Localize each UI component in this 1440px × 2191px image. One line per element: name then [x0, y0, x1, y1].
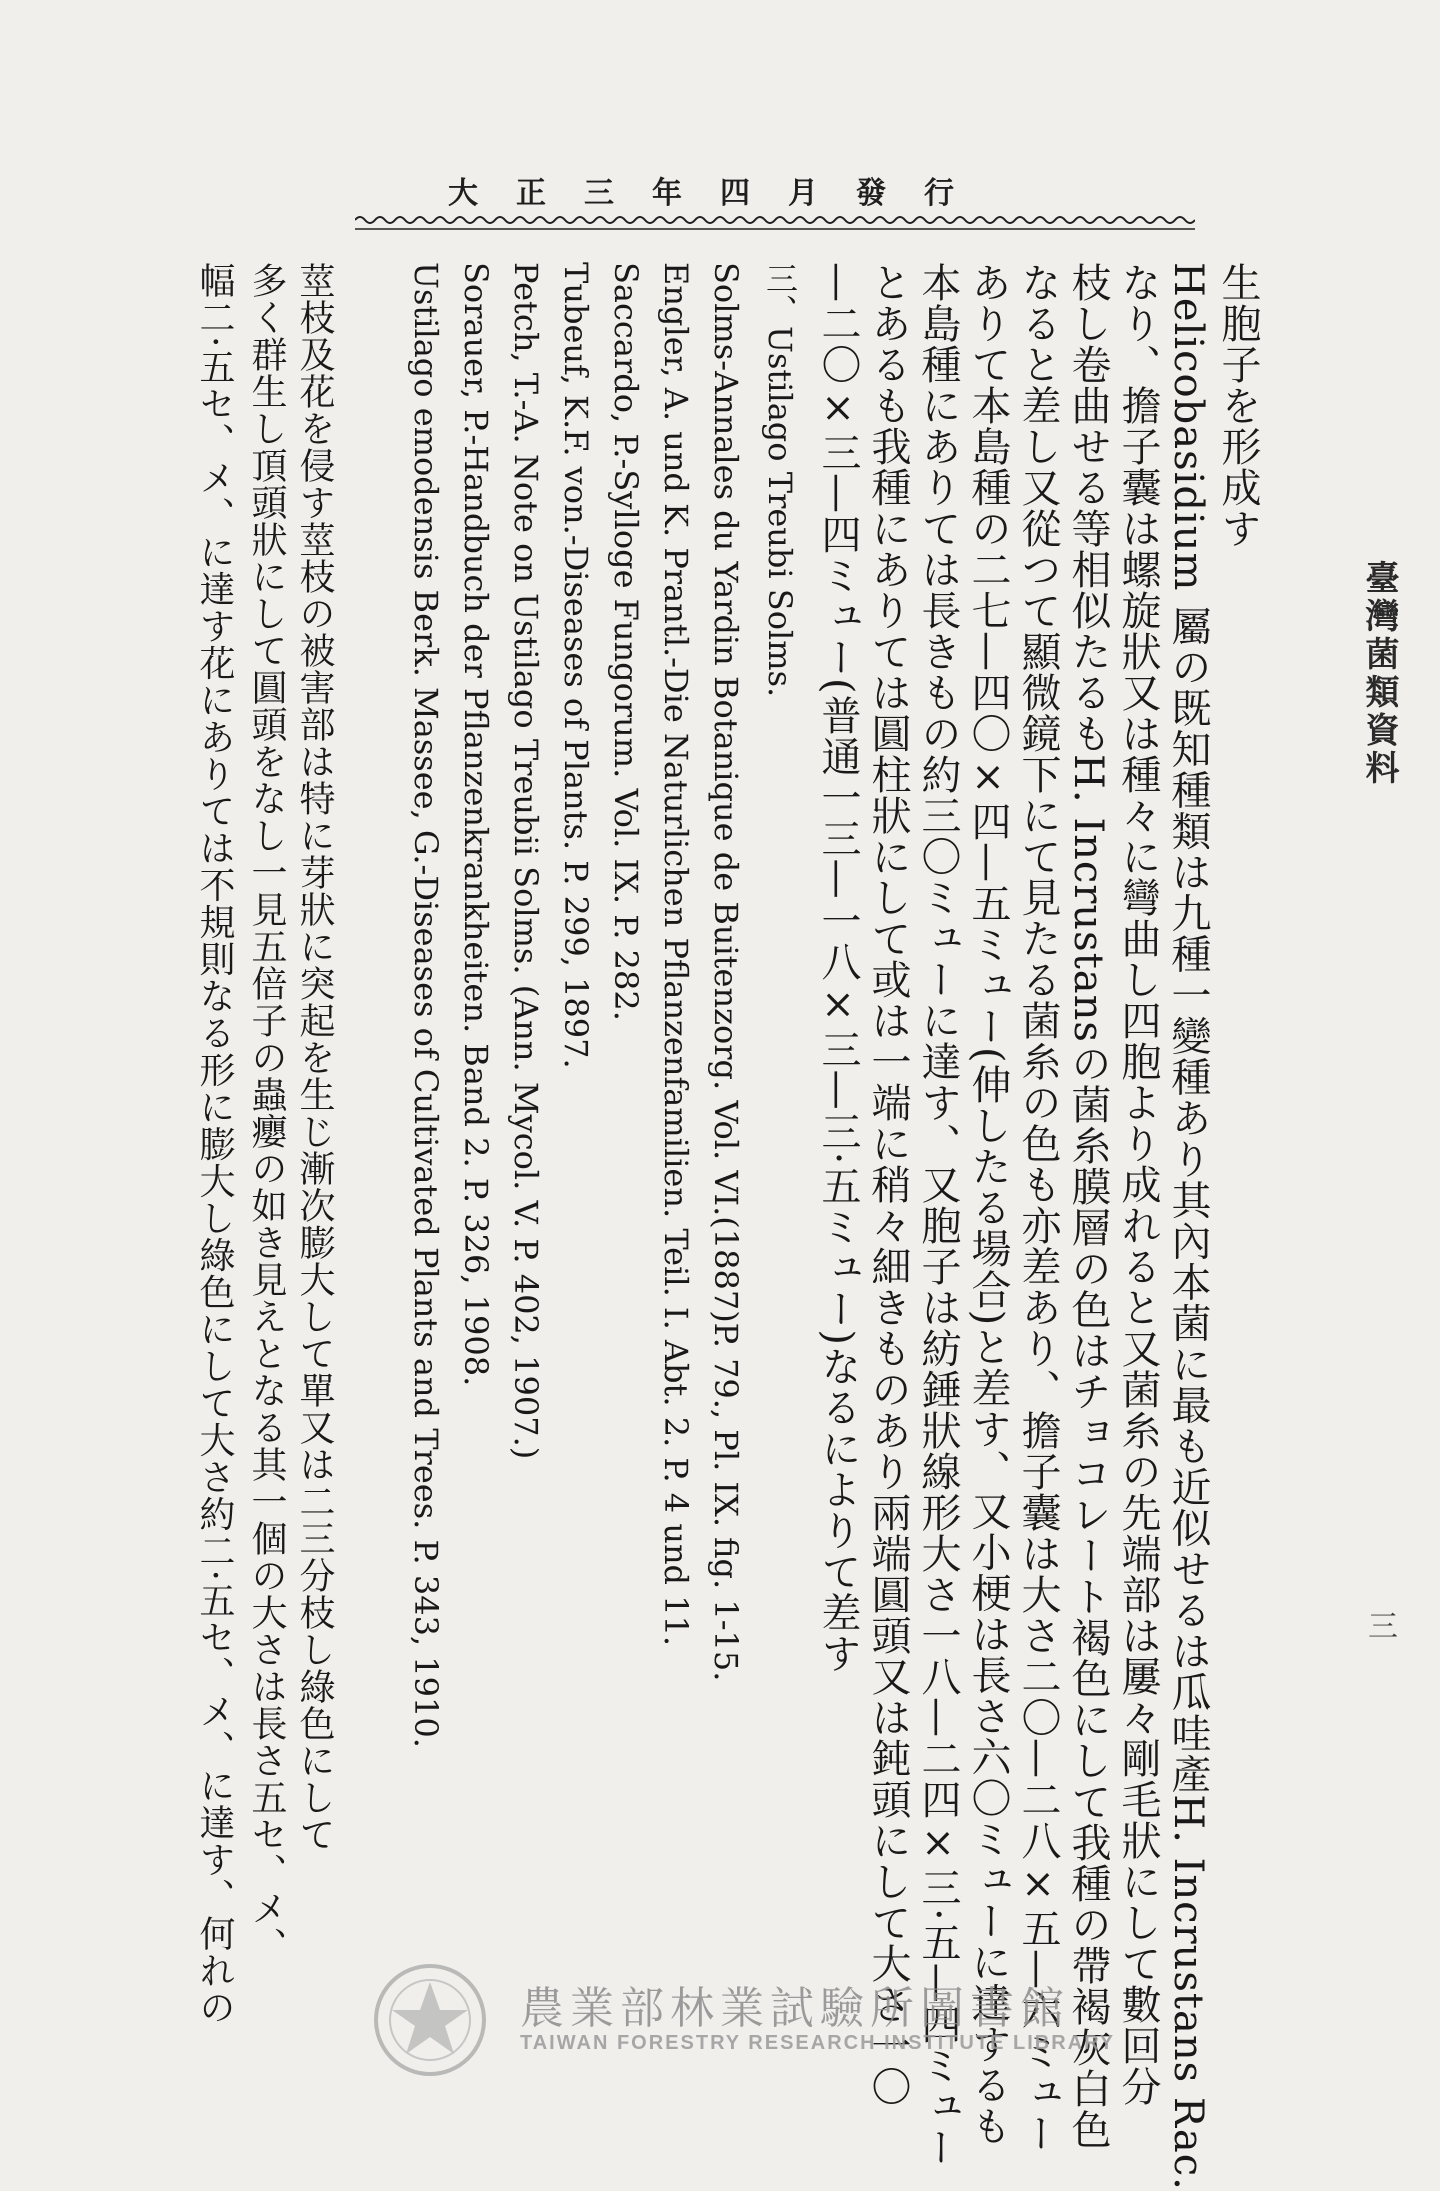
text-column: 枝し卷曲せる等相似たるもH. Incrustansの菌糸膜層の色はチョコレート褐色にして我種の帶褐灰白色: [1065, 262, 1111, 2150]
library-name-en: TAIWAN FORESTRY RESEARCH INSTITUTE LIBRARY: [520, 2032, 1116, 2054]
text-column: 多く群生し頂頭狀にして圓頭をなし一見五倍子の蟲癭の如き見えとなる其一個の大さは長さ五セ、メ、: [246, 262, 287, 1964]
library-watermark: [370, 1960, 1130, 2080]
reference-line: Engler, A. und K. Prantl.-Die Naturlichen Pflanzenfamilien. Teil. I. Abt. 2. P. 4 und 11.: [657, 262, 695, 1647]
reference-line: Solms-Annales du Yardin Botanique de Buitenzorg. Vol. VI.(1887)P. 79., Pl. IX. fig. 1-15.: [707, 262, 745, 1682]
text-column: —二〇×三—四ミュー(普通一三—一八×三—三·五ミュー)なるによりて差す: [815, 262, 861, 1674]
text-column: 生胞子を形成す: [1215, 262, 1261, 549]
reference-line: Saccardo, P.-Sylloge Fungorum. Vol. IX. P. 282.: [607, 262, 645, 1021]
reference-line: Tubeuf, K.F. von.-Diseases of Plants. P. 299, 1897.: [557, 262, 595, 1069]
page-number: 三: [1362, 1610, 1397, 1640]
running-header: 大正三年四月發行: [448, 176, 992, 211]
text-column: なり、擔子囊は螺旋狀又は種々に彎曲し四胞より成れると又菌糸の先端部は屢々剛毛狀にして數回分: [1115, 262, 1161, 2107]
side-title: 臺灣菌類資料: [1359, 560, 1399, 788]
text-column: 莖枝及花を侵す莖枝の被害部は特に芽狀に突起を生じ漸次膨大して單又は二三分枝し綠色にして: [294, 262, 335, 1853]
text-column: 幅二·五セ、メ、に達す花にありては不規則なる形に膨大し綠色にして大さ約二·五セ、メ、に達す、何れの: [194, 262, 235, 2026]
library-name-zh: 農業部林業試驗所圖書館: [520, 1983, 1070, 2034]
text-column: Helicobasidium 屬の既知種類は九種一變種あり其內本菌に最も近似せるは瓜哇產H. Incrustans Rac.: [1165, 262, 1211, 2191]
reference-line: Sorauer, P.-Handbuch der Pflanzenkrankheiten. Band 2. P. 326, 1908.: [457, 262, 495, 1387]
section-heading: 三、Ustilago Treubi Solms.: [761, 262, 799, 698]
reference-line: Ustilago emodensis Berk. Massee, G.-Diseases of Cultivated Plants and Trees. P. 343, 1910.: [407, 262, 445, 1748]
text-column: とあるも我種にありては圓柱狀にして或は一端に稍々細きものあり兩端圓頭又は鈍頭にして大さ一〇: [865, 262, 911, 2107]
library-seal-icon: [370, 1960, 490, 2080]
reference-line: Petch, T.-A. Note on Ustilago Treubii Solms. (Ann. Mycol. V. P. 402, 1907.): [507, 262, 545, 1460]
wavy-rule: [355, 212, 1195, 234]
text-column: なると差し又從つて顯微鏡下にて見たる菌糸の色も亦差あり、擔子囊は大さ二〇—二八×五—六ミュー: [1015, 262, 1061, 2154]
text-column: ありて本島種の二七—四〇×四—五ミュー(伸したる場合)と差す、又小梗は長さ六〇ミューに達するも: [965, 262, 1011, 2147]
text-column: 本島種にありては長きもの約三〇ミューに達す、又胞子は紡錘狀線形大さ一八—二四×三·五—四ミュー: [915, 262, 961, 2168]
